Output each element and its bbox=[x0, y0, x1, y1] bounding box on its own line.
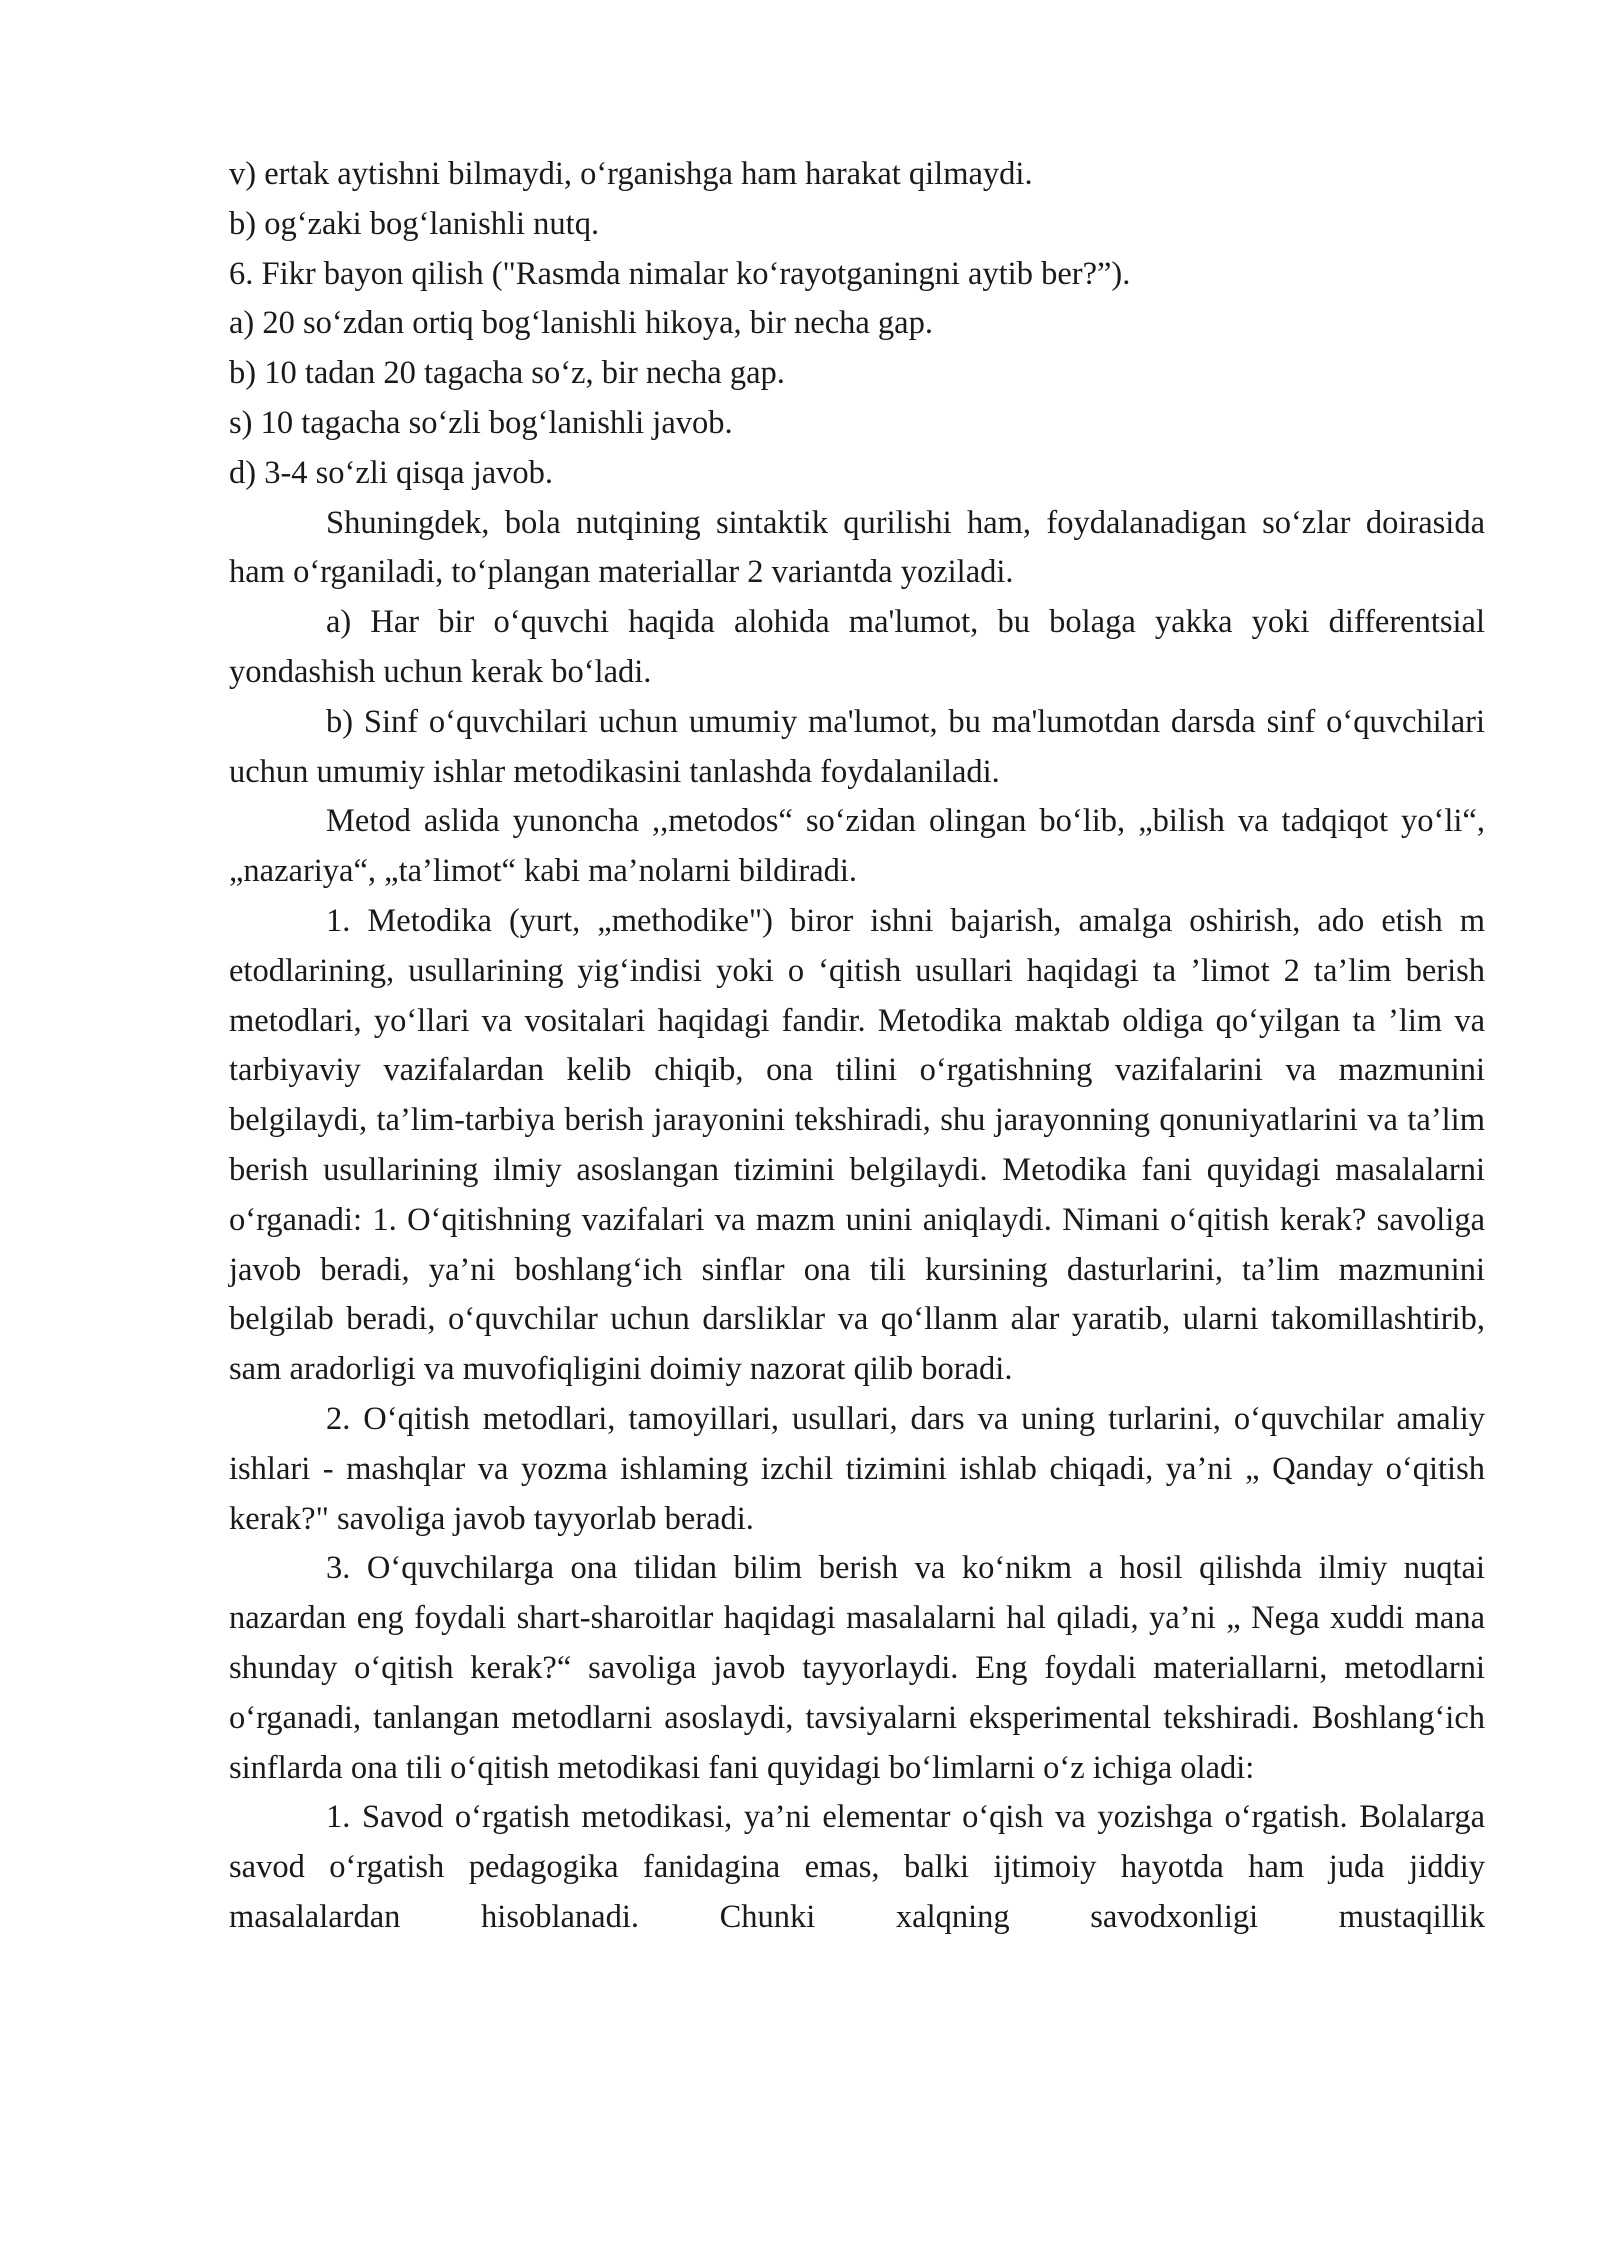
list-line: b) 10 tadan 20 tagacha so‘z, bir necha gap. bbox=[229, 355, 785, 392]
paragraph: b) Sinf o‘quvchilari uchun umumiy ma'lumot, bu ma'lumotdan darsda sinf o‘quvchilari uchun umumiy ishlar metodikasini tanlashda foydalaniladi. bbox=[229, 703, 1485, 790]
list-line: a) 20 so‘zdan ortiq bog‘lanishli hikoya, bir necha gap. bbox=[229, 305, 933, 342]
paragraph: 3. O‘quvchilarga ona tilidan bilim berish va ko‘nikm a hosil qilishda ilmiy nuqtai nazardan eng foydali shart-sharoitlar haqidagi masalalarni hal qiladi, ya’ni „ Nega xuddi mana shunday o‘qitish kerak?“ savoliga javob tayyorlaydi. Eng foydali materiallarni, metodlarni o‘rganadi, tanlangan metodlarni asoslaydi, tavsiyalarni eksperimental tekshiradi. Boshlang‘ich sinflarda ona tili o‘qitish metodikasi fani quyidagi bo‘limlarni o‘z ichiga oladi: bbox=[229, 1550, 1485, 1786]
list-line: v) ertak aytishni bilmaydi, o‘rganishga ham harakat qilmaydi. bbox=[229, 156, 1033, 192]
document-body bbox=[229, 150, 1485, 1943]
paragraph: 1. Savod o‘rgatish metodikasi, ya’ni elementar o‘qish va yozishga o‘rgatish. Bolalarga savod o‘rgatish pedagogika fanidagina emas, balki ijtimoiy hayotda ham juda jiddiy masalalardan hisoblanadi. Chunki xalqning savodxonligi mustaqillik bbox=[229, 1799, 1485, 1935]
list-line: b) og‘zaki bog‘lanishli nutq. bbox=[229, 205, 600, 242]
paragraph: 1. Metodika (yurt, „methodike") biror ishni bajarish, amalga oshirish, ado etish m etodlarining, usullarining yig‘indisi yoki o ‘qitish usullari haqidagi ta ’limot 2 ta’lim berish metodlari, yo‘llari va vositalari haqidagi fandir. Metodika maktab oldiga qo‘yilgan ta ’lim va tarbiyaviy vazifalardan kelib chiqib, ona tilini o‘rgatishning vazifalarini va mazmunini belgilaydi, ta’lim-tarbiya berish jarayonini tekshiradi, shu jarayonning qonuniyatlarini va ta’lim berish usullarining ilmiy asoslangan tizimini belgilaydi. Metodika fani quyidagi masalalarni o‘rganadi: 1. O‘qitishning vazifalari va mazm unini aniqlaydi. Nimani o‘qitish kerak? savoliga javob beradi, ya’ni boshlang‘ich sinflar ona tili kursining dasturlarini, ta’lim mazmunini belgilab beradi, o‘quvchilar uchun darsliklar va qo‘llanm alar yaratib, ularni takomillashtirib, sam aradorligi va muvofiqligini doimiy nazorat qilib boradi. bbox=[229, 902, 1485, 1388]
paragraph: 2. O‘qitish metodlari, tamoyillari, usullari, dars va uning turlarini, o‘quvchilar amaliy ishlari - mashqlar va yozma ishlaming izchil tizimini ishlab chiqadi, ya’ni „ Qanday o‘qitish kerak?" savoliga javob tayyorlab beradi. bbox=[229, 1400, 1485, 1537]
paragraph: Metod aslida yunoncha ,,metodos“ so‘zidan olingan bo‘lib, „bilish va tadqiqot yo‘li“, „nazariya“, „ta’limot“ kabi ma’nolarni bildiradi. bbox=[229, 803, 1485, 890]
list-line: 6. Fikr bayon qilish ("Rasmda nimalar ko‘rayotganingni aytib ber?”). bbox=[229, 255, 1131, 292]
paragraph: a) Har bir o‘quvchi haqida alohida ma'lumot, bu bolaga yakka yoki differentsial yondashish uchun kerak bo‘ladi. bbox=[229, 604, 1485, 690]
paragraph: Shuningdek, bola nutqining sintaktik qurilishi ham, foydalanadigan so‘zlar doirasida ham o‘rganiladi, to‘plangan materiallar 2 variantda yoziladi. bbox=[229, 504, 1485, 591]
list-line: d) 3-4 so‘zli qisqa javob. bbox=[229, 454, 554, 491]
list-line: s) 10 tagacha so‘zli bog‘lanishli javob. bbox=[229, 404, 733, 441]
